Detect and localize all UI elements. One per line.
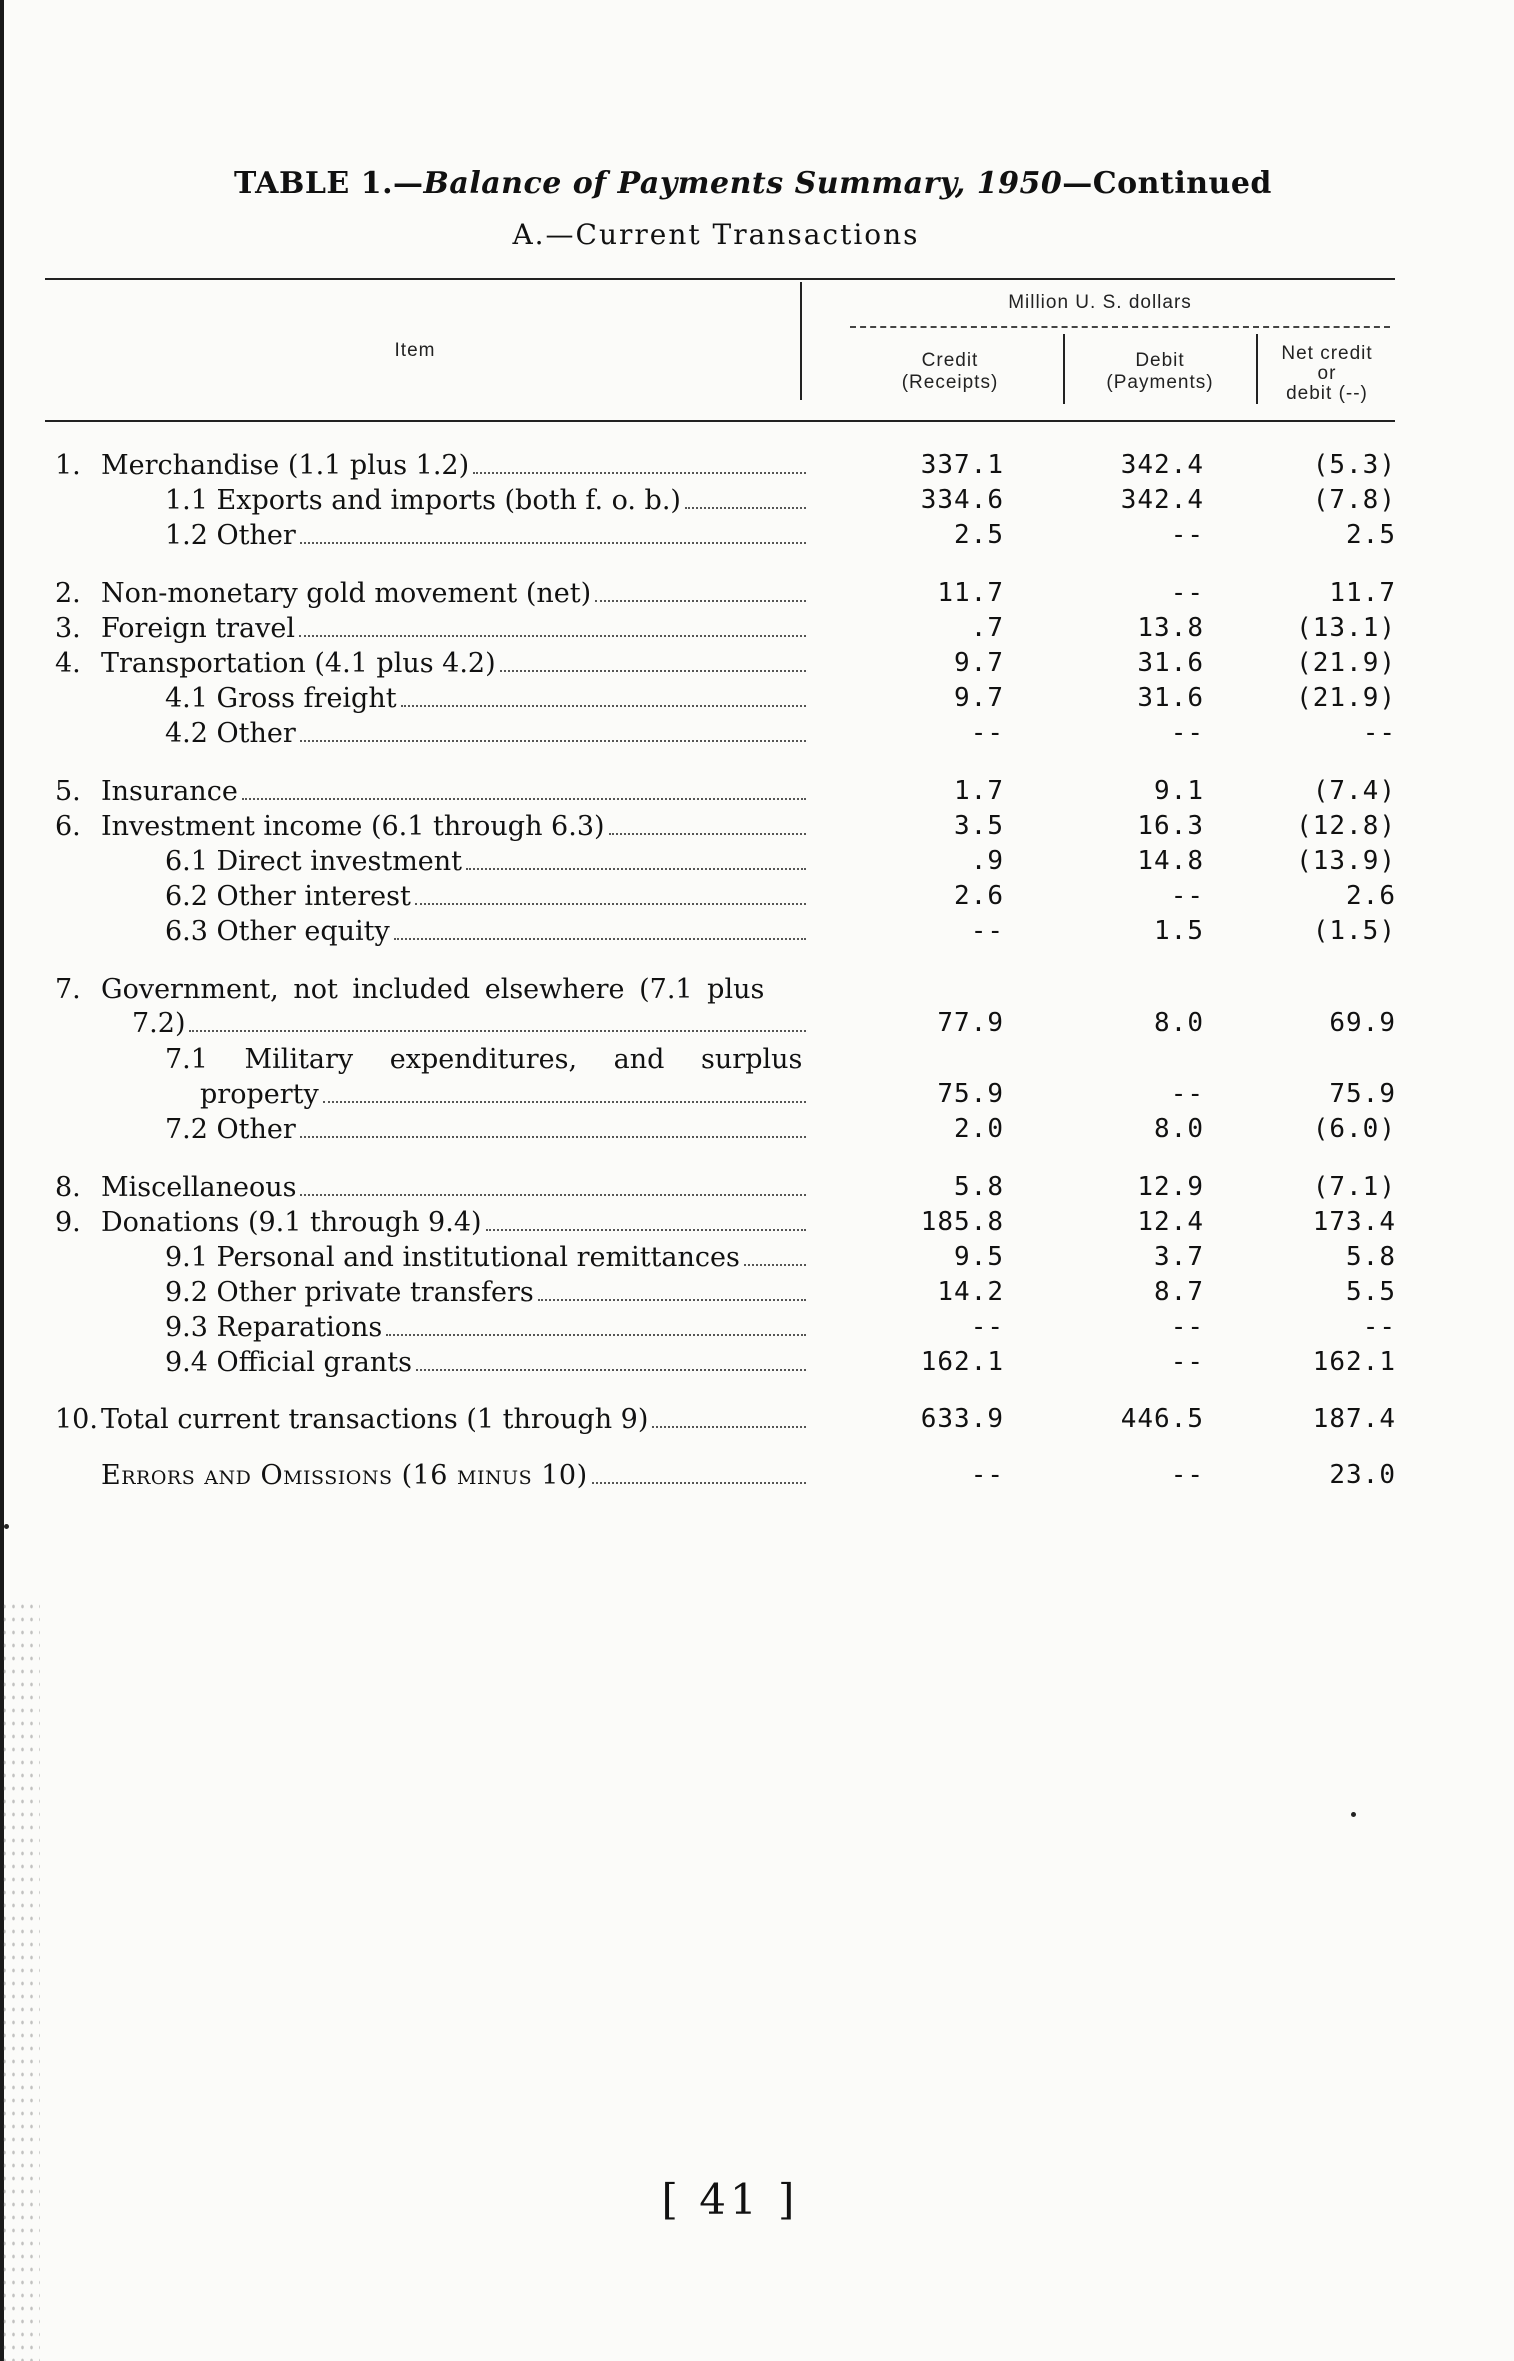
- credit-value: 11.7: [937, 578, 1004, 608]
- debit-value: --: [1170, 1347, 1204, 1377]
- row-label-text: Total current transactions (1 through 9): [101, 1404, 649, 1435]
- table-row: [0, 916, 1514, 950]
- table-row: [0, 846, 1514, 880]
- table-row: [0, 1312, 1514, 1346]
- credit-value: 9.7: [954, 683, 1004, 713]
- row-label-text: Government, not included elsewhere (7.1 plus: [101, 974, 765, 1005]
- row-label: [55, 1207, 810, 1238]
- debit-value: --: [1170, 1079, 1204, 1109]
- credit-value: 633.9: [920, 1404, 1004, 1434]
- credit-value: --: [970, 1312, 1004, 1342]
- page-number: [ 41 ]: [661, 2175, 799, 2224]
- row-label-text: Investment income (6.1 through 6.3): [101, 811, 605, 842]
- credit-value: --: [970, 1460, 1004, 1490]
- debit-value: 12.4: [1137, 1207, 1204, 1237]
- row-number: 5.: [55, 776, 81, 807]
- dot-leader: [394, 937, 806, 940]
- net-header-line2: or: [1317, 363, 1337, 384]
- net-value: 5.5: [1346, 1277, 1396, 1307]
- dot-leader: [486, 1228, 806, 1231]
- credit-value: 14.2: [937, 1277, 1004, 1307]
- row-label: [165, 1347, 810, 1378]
- row-label-text: 6.3 Other equity: [165, 916, 390, 947]
- item-column-divider: [800, 282, 802, 400]
- table-row: [0, 683, 1514, 717]
- debit-value: --: [1170, 718, 1204, 748]
- row-label-text: 9.3 Reparations: [165, 1312, 383, 1343]
- row-label-text: 1.2 Other: [165, 520, 296, 551]
- row-label-text: property: [200, 1079, 319, 1110]
- row-label-text: Non-monetary gold movement (net): [101, 578, 592, 609]
- credit-value: 185.8: [920, 1207, 1004, 1237]
- table-row: [0, 1460, 1514, 1494]
- row-label: [165, 683, 810, 714]
- row-label: [55, 450, 810, 481]
- net-value: (7.4): [1312, 776, 1396, 806]
- debit-value: 342.4: [1120, 450, 1204, 480]
- table-title: [234, 166, 1272, 201]
- dot-leader: [595, 599, 806, 602]
- row-number: 4.: [55, 648, 81, 679]
- row-number: 3.: [55, 613, 81, 644]
- net-value: 162.1: [1312, 1347, 1396, 1377]
- row-number: 9.: [55, 1207, 81, 1238]
- dot-leader: [538, 1298, 806, 1301]
- dot-leader: [500, 669, 806, 672]
- row-number: 6.: [55, 811, 81, 842]
- dot-leader: [323, 1100, 806, 1103]
- net-value: (13.9): [1296, 846, 1396, 876]
- net-value: (7.8): [1312, 485, 1396, 515]
- net-value: (6.0): [1312, 1114, 1396, 1144]
- table-row: [0, 1404, 1514, 1438]
- net-value: (7.1): [1312, 1172, 1396, 1202]
- credit-value: 3.5: [954, 811, 1004, 841]
- table-row: [0, 1044, 1514, 1078]
- debit-value: 14.8: [1137, 846, 1204, 876]
- debit-value: 1.5: [1154, 916, 1204, 946]
- credit-header: [850, 350, 1050, 394]
- row-label: [165, 846, 810, 877]
- net-value: --: [1362, 1312, 1396, 1342]
- debit-value: 8.7: [1154, 1277, 1204, 1307]
- table-row: [0, 520, 1514, 554]
- row-label-text: 9.2 Other private transfers: [165, 1277, 534, 1308]
- row-label: [55, 1404, 810, 1435]
- scan-speckle: [0, 1600, 40, 2361]
- net-value: 11.7: [1329, 578, 1396, 608]
- row-label-text: 7.2 Other: [165, 1114, 296, 1145]
- table-row: [0, 450, 1514, 484]
- dot-leader: [300, 541, 806, 544]
- units-rule: [850, 326, 1390, 328]
- credit-value: 75.9: [937, 1079, 1004, 1109]
- net-header-line3: debit (--): [1286, 383, 1368, 404]
- dot-leader: [609, 832, 806, 835]
- net-value: (21.9): [1296, 648, 1396, 678]
- net-value: (12.8): [1296, 811, 1396, 841]
- debit-value: 8.0: [1154, 1114, 1204, 1144]
- debit-net-divider: [1256, 334, 1258, 404]
- row-label: [165, 520, 810, 551]
- debit-value: 13.8: [1137, 613, 1204, 643]
- dot-leader: [300, 1135, 806, 1138]
- row-label-text: Miscellaneous: [101, 1172, 297, 1203]
- debit-value: --: [1170, 520, 1204, 550]
- credit-value: --: [970, 916, 1004, 946]
- credit-header-line1: Credit: [921, 350, 979, 371]
- credit-value: 9.5: [954, 1242, 1004, 1272]
- debit-value: --: [1170, 1312, 1204, 1342]
- table-row: [0, 648, 1514, 682]
- table-row: [0, 613, 1514, 647]
- table-row: [0, 1242, 1514, 1276]
- credit-value: .9: [970, 846, 1004, 876]
- net-value: 173.4: [1312, 1207, 1396, 1237]
- row-label: [132, 1008, 810, 1039]
- dot-leader: [300, 1193, 806, 1196]
- row-number: 8.: [55, 1172, 81, 1203]
- title-suffix: —Continued: [1062, 166, 1272, 201]
- net-header-line1: Net credit: [1281, 343, 1373, 364]
- credit-debit-divider: [1063, 334, 1065, 404]
- row-label: [165, 1312, 810, 1343]
- dot-leader: [473, 471, 806, 474]
- net-value: (21.9): [1296, 683, 1396, 713]
- net-value: 23.0: [1329, 1460, 1396, 1490]
- row-label-text: 1.1 Exports and imports (both f. o. b.): [165, 485, 681, 516]
- credit-value: 2.6: [954, 881, 1004, 911]
- row-label-text: 7.2): [132, 1008, 186, 1039]
- dot-leader: [300, 739, 806, 742]
- credit-value: 5.8: [954, 1172, 1004, 1202]
- dot-leader: [299, 634, 806, 637]
- header-bottom-rule: [45, 420, 1395, 422]
- table-row: [0, 1114, 1514, 1148]
- debit-value: 9.1: [1154, 776, 1204, 806]
- row-label-text: Foreign travel: [101, 613, 296, 644]
- table-row: [0, 1008, 1514, 1042]
- row-label: [165, 718, 810, 749]
- dot-leader: [416, 1368, 806, 1371]
- debit-value: 31.6: [1137, 648, 1204, 678]
- row-label-text: 4.1 Gross freight: [165, 683, 397, 714]
- table-row: [0, 776, 1514, 810]
- row-label: [55, 648, 810, 679]
- net-value: (13.1): [1296, 613, 1396, 643]
- row-label: [55, 811, 810, 842]
- dot-leader: [242, 797, 806, 800]
- net-value: 5.8: [1346, 1242, 1396, 1272]
- debit-header-line1: Debit: [1135, 350, 1185, 371]
- table-row: [0, 578, 1514, 612]
- credit-value: 337.1: [920, 450, 1004, 480]
- table-row: [0, 1277, 1514, 1311]
- table-row: [0, 1347, 1514, 1381]
- net-value: 69.9: [1329, 1008, 1396, 1038]
- units-header: Million U. S. dollars: [1008, 292, 1192, 313]
- row-label-text: Donations (9.1 through 9.4): [101, 1207, 482, 1238]
- credit-value: 334.6: [920, 485, 1004, 515]
- row-label-text: 6.1 Direct investment: [165, 846, 463, 877]
- table-row: [0, 974, 1514, 1008]
- row-label: [165, 1114, 810, 1145]
- row-label: [165, 916, 810, 947]
- table-row: [0, 1207, 1514, 1241]
- dot-leader: [744, 1263, 806, 1266]
- net-value: 2.6: [1346, 881, 1396, 911]
- row-label: [55, 1460, 810, 1491]
- row-label: [55, 1172, 810, 1203]
- dot-leader: [386, 1333, 806, 1336]
- debit-value: 12.9: [1137, 1172, 1204, 1202]
- net-value: (1.5): [1312, 916, 1396, 946]
- row-label-text: 9.1 Personal and institutional remittances: [165, 1242, 740, 1273]
- scan-dot: [1351, 1812, 1356, 1817]
- row-label: [55, 613, 810, 644]
- credit-value: 9.7: [954, 648, 1004, 678]
- row-number: 10.: [55, 1404, 98, 1435]
- credit-value: 2.5: [954, 520, 1004, 550]
- dot-leader: [466, 867, 806, 870]
- net-value: --: [1362, 718, 1396, 748]
- net-value: 2.5: [1346, 520, 1396, 550]
- debit-value: --: [1170, 578, 1204, 608]
- net-value: (5.3): [1312, 450, 1396, 480]
- row-label-text: Transportation (4.1 plus 4.2): [101, 648, 496, 679]
- credit-value: --: [970, 718, 1004, 748]
- dot-leader: [592, 1481, 806, 1484]
- debit-value: 16.3: [1137, 811, 1204, 841]
- row-number: 2.: [55, 578, 81, 609]
- credit-header-line2: (Receipts): [901, 372, 999, 393]
- credit-value: 77.9: [937, 1008, 1004, 1038]
- row-label-text: 9.4 Official grants: [165, 1347, 412, 1378]
- net-value: 187.4: [1312, 1404, 1396, 1434]
- net-header: [1262, 344, 1392, 404]
- dot-leader: [189, 1029, 806, 1032]
- debit-value: 31.6: [1137, 683, 1204, 713]
- dot-leader: [652, 1425, 806, 1428]
- dot-leader: [401, 704, 806, 707]
- row-label: [200, 1079, 810, 1110]
- header-top-rule: [45, 278, 1395, 280]
- net-value: 75.9: [1329, 1079, 1396, 1109]
- row-label: [165, 881, 810, 912]
- row-label: [55, 578, 810, 609]
- table-row: [0, 718, 1514, 752]
- debit-value: 342.4: [1120, 485, 1204, 515]
- credit-value: 162.1: [920, 1347, 1004, 1377]
- credit-value: .7: [970, 613, 1004, 643]
- row-number: 1.: [55, 450, 81, 481]
- row-label: [55, 974, 810, 1005]
- credit-value: 1.7: [954, 776, 1004, 806]
- row-label: [165, 1242, 810, 1273]
- credit-value: 2.0: [954, 1114, 1004, 1144]
- debit-value: 8.0: [1154, 1008, 1204, 1038]
- scan-dot: [4, 1524, 9, 1529]
- row-label: [165, 1044, 810, 1075]
- debit-value: 446.5: [1120, 1404, 1204, 1434]
- row-label-text: 7.1 Military expenditures, and surplus: [165, 1044, 803, 1075]
- row-label: [165, 485, 810, 516]
- row-label: [165, 1277, 810, 1308]
- debit-value: --: [1170, 1460, 1204, 1490]
- table-row: [0, 485, 1514, 519]
- table-subtitle: A.—Current Transactions: [512, 218, 920, 251]
- row-label-text: Merchandise (1.1 plus 1.2): [101, 450, 470, 481]
- row-number: 7.: [55, 974, 81, 1005]
- debit-value: --: [1170, 881, 1204, 911]
- row-label: [55, 776, 810, 807]
- item-header: Item: [394, 340, 436, 361]
- row-label-text: Errors and Omissions (16 minus 10): [101, 1460, 588, 1491]
- row-label-text: 6.2 Other interest: [165, 881, 411, 912]
- table-row: [0, 881, 1514, 915]
- debit-header: [1070, 350, 1250, 394]
- dot-leader: [415, 902, 806, 905]
- table-row: [0, 811, 1514, 845]
- dot-leader: [685, 506, 806, 509]
- debit-header-line2: (Payments): [1106, 372, 1214, 393]
- table-row: [0, 1079, 1514, 1113]
- table-row: [0, 1172, 1514, 1206]
- title-italic: Balance of Payments Summary, 1950: [423, 166, 1063, 201]
- debit-value: 3.7: [1154, 1242, 1204, 1272]
- row-label-text: Insurance: [101, 776, 238, 807]
- row-label-text: 4.2 Other: [165, 718, 296, 749]
- title-prefix: TABLE 1.—: [234, 166, 424, 201]
